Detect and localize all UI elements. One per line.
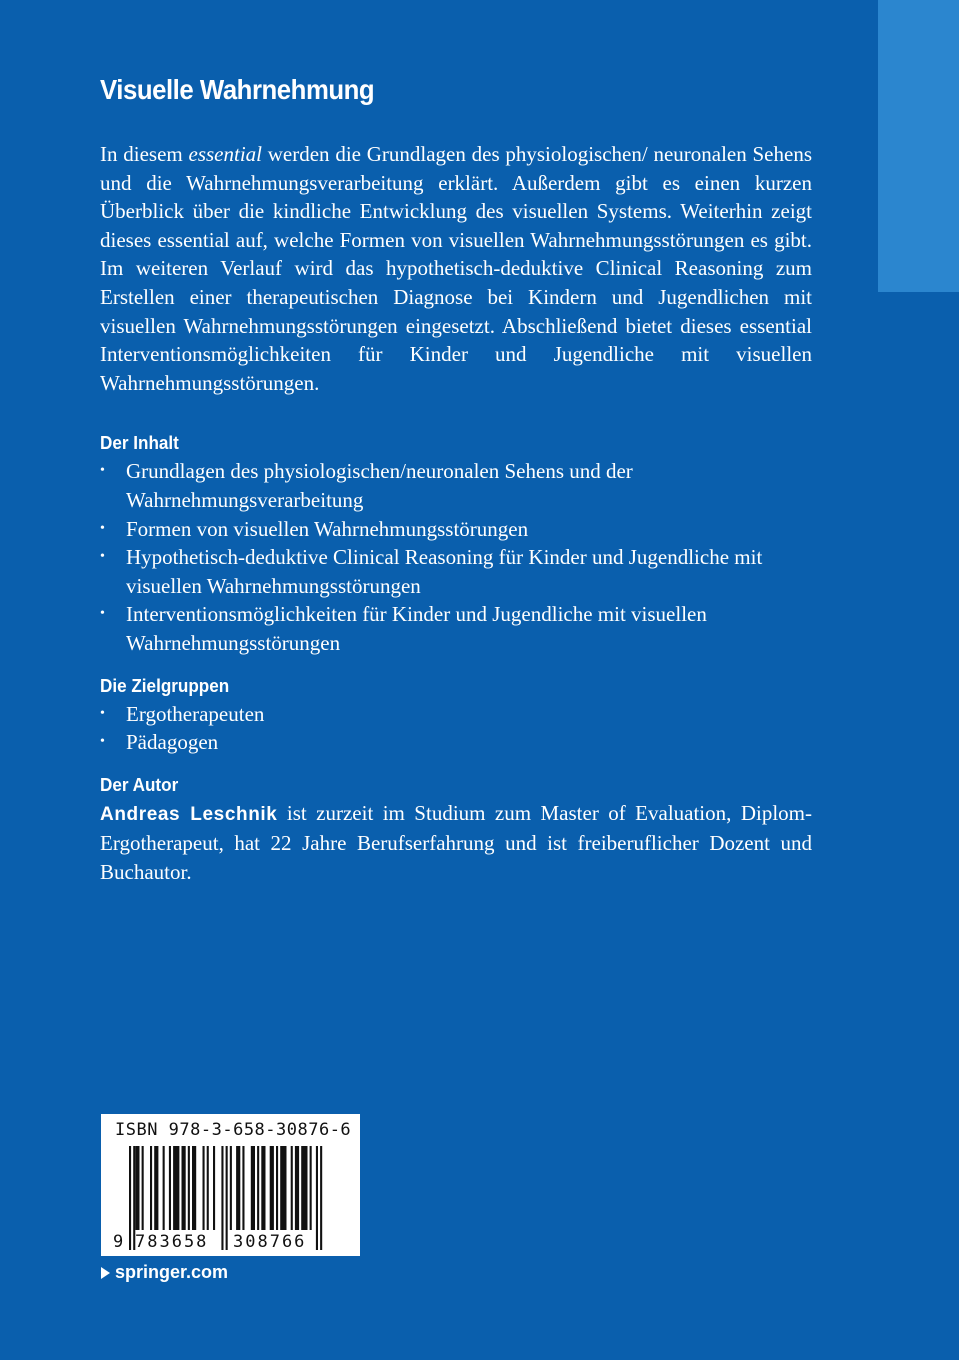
back-cover-content [100, 70, 812, 886]
isbn-label: ISBN 978-3-658-30876-6 [115, 1120, 352, 1140]
barcode-bar [192, 1146, 196, 1230]
list-item [100, 728, 812, 757]
bullet-icon: • [100, 606, 105, 622]
list-item-text: Ergotherapeuten [126, 701, 265, 726]
barcode-bar [291, 1146, 293, 1230]
inhalt-list [100, 457, 812, 657]
section-heading-zielgruppen: Die Zielgruppen [100, 675, 230, 696]
intro-rest: werden die Grundlagen des physiologischen/ neuronalen Sehens und die Wahrnehmungsverarbeitung erklärt. Außerdem gibt es einen kurzen Überblick über die kindliche Entwicklung des visuellen Systems. Weiterhin zeigt dieses essential auf, welche Formen von visuellen Wahrnehmungsstörungen es gibt. Im weiteren Verlauf wird das hypothetisch-deduktive Clinical Reasoning zum Erstellen einer therapeutischen Diagnose bei Kindern und Jugendlichen mit visuellen Wahrnehmungsstörungen eingesetzt. Abschließend bietet dieses essential Interventionsmöglichkeiten für Kinder und Jugendliche mit visuellen Wahrnehmungsstörungen. [100, 142, 812, 395]
barcode-bar [251, 1146, 255, 1230]
list-item-text: Grundlagen des physiologischen/neuronalen Sehens und der Wahrnehmungsverarbeitung [126, 459, 633, 512]
barcode-bar [142, 1146, 144, 1230]
springer-link[interactable] [101, 1262, 228, 1283]
barcode-right-digits: 308766 [233, 1232, 307, 1252]
barcode-bar [169, 1146, 171, 1230]
arrow-right-icon [101, 1267, 110, 1279]
barcode-bar [280, 1146, 286, 1230]
barcode-bar [257, 1146, 259, 1230]
list-item [100, 457, 812, 514]
list-item [100, 700, 812, 729]
barcode-bar [207, 1146, 209, 1230]
barcode-bar [276, 1146, 278, 1230]
barcode-left-digits: 783658 [135, 1232, 209, 1252]
section-heading-inhalt: Der Inhalt [100, 433, 179, 454]
barcode-bar [163, 1146, 165, 1230]
list-item [100, 600, 812, 657]
bullet-icon: • [100, 463, 105, 479]
list-item [100, 543, 812, 600]
barcode-bar [320, 1146, 322, 1250]
barcode-bar [135, 1146, 139, 1230]
barcode-bar [129, 1146, 131, 1250]
barcode-bar [230, 1146, 232, 1230]
list-item [100, 515, 812, 544]
book-title: Visuelle Wahrnehmung [100, 74, 375, 105]
bullet-icon: • [100, 520, 105, 536]
barcode-bar [182, 1146, 186, 1230]
barcode-bar [236, 1146, 240, 1230]
barcode-bar [188, 1146, 190, 1230]
bullet-icon: • [100, 705, 105, 721]
barcode-bar [150, 1146, 152, 1230]
barcode-bar [173, 1146, 179, 1230]
barcode-bar [221, 1146, 223, 1250]
intro-paragraph [100, 140, 812, 397]
barcode-bar [310, 1146, 312, 1230]
barcode-bar [226, 1146, 228, 1250]
springer-link-text: springer.com [115, 1262, 229, 1282]
intro-emphasis: essential [188, 142, 262, 166]
barcode-bar [213, 1146, 215, 1230]
barcode-bar [301, 1146, 307, 1230]
intro-prefix: In diesem [100, 142, 189, 166]
section-heading-autor: Der Autor [100, 774, 179, 795]
list-item-text: Interventionsmöglichkeiten für Kinder und Jugendliche mit visuellen Wahrnehmungsstörungen [126, 602, 707, 655]
barcode-bar [203, 1146, 205, 1230]
bullet-icon: • [100, 734, 105, 750]
list-item-text: Pädagogen [126, 730, 219, 755]
side-color-stripe [878, 0, 959, 292]
list-item-text: Hypothetisch-deduktive Clinical Reasoning für Kinder und Jugendliche mit visuellen Wahrnehmungsstörungen [126, 545, 763, 598]
author-paragraph [100, 799, 812, 887]
bullet-icon: • [100, 549, 105, 565]
barcode-bar [242, 1146, 244, 1230]
barcode-bar [154, 1146, 158, 1230]
author-bio: ist zurzeit im Studium zum Master of Evaluation, Diplom-Ergotherapeut, hat 22 Jahre Berufserfahrung und ist freiberuflicher Dozent und Buchautor. [100, 800, 812, 884]
barcode-bar [270, 1146, 274, 1230]
isbn-barcode [101, 1114, 360, 1256]
barcode-graphic [101, 1114, 360, 1256]
zielgruppen-list [100, 700, 812, 757]
list-item-text: Formen von visuellen Wahrnehmungsstörungen [126, 516, 529, 541]
author-name: Andreas Leschnik [100, 803, 278, 825]
barcode-first-digit: 9 [113, 1232, 124, 1252]
barcode-bar [295, 1146, 299, 1230]
barcode-bar [261, 1146, 265, 1230]
barcode-bar [316, 1146, 318, 1250]
